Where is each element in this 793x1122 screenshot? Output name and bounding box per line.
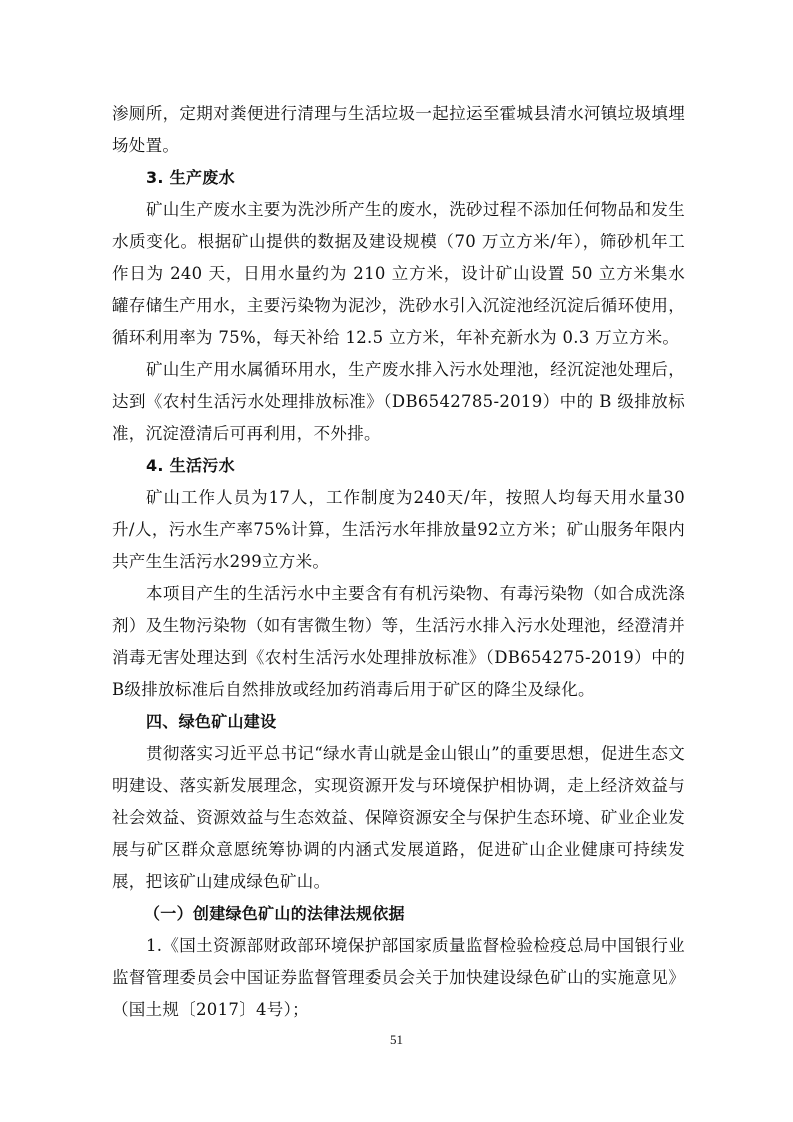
page-content [112, 98, 685, 1026]
paragraph-green-mine-principles: 贯彻落实习近平总书记“绿水青山就是金山银山”的重要思想，促进生态文明建设、落实新发展理念，实现资源开发与环境保护相协调，走上经济效益与社会效益、资源效益与生态效益、保障资源安全与保护生态环境、矿业企业发展与矿区群众意愿统筹协调的内涵式发展道路，促进矿山企业健康可持续发展，把该矿山建成绿色矿山。 [112, 744, 685, 891]
paragraph-domestic-sewage-treatment: 本项目产生的生活污水中主要含有有机污染物、有毒污染物（如合成洗涤剂）及生物污染物（如有害微生物）等，生活污水排入污水处理池，经澄清并消毒无害处理达到《农村生活污水处理排放标准》（DB654275-2019）中的B级排放标准后自然排放或经加药消毒后用于矿区的降尘及绿化。 [112, 584, 685, 699]
paragraph-legal-basis-item-1: 1.《国土资源部财政部环境保护部国家质量监督检验检疫总局中国银行业监督管理委员会中国证券监督管理委员会关于加快建设绿色矿山的实施意见》（国土规〔2017〕4号）； [112, 936, 685, 1019]
paragraph-production-wastewater-source: 矿山生产废水主要为洗沙所产生的废水，洗砂过程不添加任何物品和发生水质变化。根据矿山提供的数据及建设规模（70 万立方米/年），筛砂机年工作日为 240 天，日用水量约为 210 立方米，设计矿山设置 50 立方米集水罐存储生产用水，主要污染物为泥沙，洗砂水引入沉淀池经沉淀后循环使用，循环利用率为 75%，每天补给 12.5 立方米，年补充新水为 0.3 万立方米。 [112, 200, 685, 347]
paragraph-toilet-disposal: 渗厕所，定期对粪便进行清理与生活垃圾一起拉运至霍城县清水河镇垃圾填埋场处置。 [112, 104, 685, 155]
heading-domestic-sewage: 4. 生活污水 [146, 456, 235, 475]
page-number: 51 [390, 1032, 403, 1047]
paragraph-domestic-sewage-volume: 矿山工作人员为17人，工作制度为240天/年，按照人均每天用水量30升/人，污水生产率75%计算，生活污水年排放量92立方米；矿山服务年限内共产生生活污水299立方米。 [112, 488, 685, 571]
heading-legal-basis: （一）创建绿色矿山的法律法规依据 [144, 904, 405, 923]
heading-green-mine-construction: 四、绿色矿山建设 [146, 712, 277, 731]
heading-production-wastewater: 3. 生产废水 [146, 168, 235, 187]
paragraph-production-wastewater-treatment: 矿山生产用水属循环用水，生产废水排入污水处理池，经沉淀池处理后，达到《农村生活污水处理排放标准》（DB6542785-2019）中的 B 级排放标准，沉淀澄清后可再利用，不外排。 [112, 360, 685, 443]
